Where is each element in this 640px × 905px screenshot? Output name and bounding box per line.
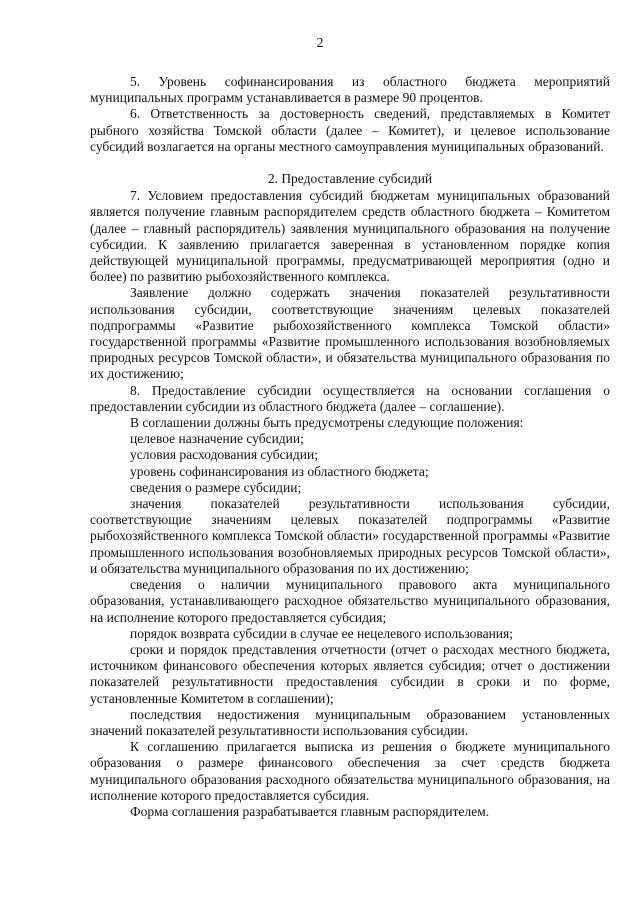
paragraph-application-content: Заявление должно содержать значения показателей результативности использования субсидии, соответствующие значениям целевых показателей подпрограммы «Развитие рыбохозяйственного комплекса Томской области» государственной программы «Развитие промышленного использования возобновляемых природных ресурсов Томской области», и обязательства муниципального образования по их достижению; [90, 285, 610, 382]
list-item-legal-act: сведения о наличии муниципального правового акта муниципального образования, устанавливающего расходное обязательство муниципального образования, на исполнение которого предоставляется субсидия; [90, 577, 610, 625]
list-item-purpose: целевое назначение субсидии; [130, 431, 304, 447]
list-item-cofinancing-level: уровень софинансирования из областного бюджета; [130, 463, 429, 479]
page-number: 2 [316, 35, 324, 50]
list-item-reporting: сроки и порядок представления отчетности (отчет о расходах местного бюджета, источником финансового обеспечения которых является субсидия; отчет о достижении показателей результативности предоставления субсидии в сроки и по форме, установленные Комитетом в соглашении); [90, 641, 610, 706]
list-item-consequences: последствия недостижения муниципальным образованием установленных значений показателей результативности использования субсидии. [90, 706, 610, 738]
paragraph-7-conditions: 7. Условием предоставления субсидий бюджетам муниципальных образований является получение главным распорядителем средств областного бюджета – Комитетом (далее – главный распорядитель) заявления муниципального образования на получение субсидии. К заявлению прилагается заверенная в установленном порядке копия действующей муниципальной программы, предусматривающей мероприятия (одно и более) по развитию рыбохозяйственного комплекса. [90, 188, 610, 285]
paragraph-agreement-provisions-intro: В соглашении должны быть предусмотрены следующие положения: [130, 415, 524, 431]
list-item-subsidy-amount: сведения о размере субсидии; [130, 479, 302, 495]
list-item-spending-conditions: условия расходования субсидии; [130, 447, 318, 463]
document-body [90, 74, 610, 820]
paragraph-8-agreement: 8. Предоставление субсидии осуществляется на основании соглашения о предоставлении субсидии из областного бюджета (далее – соглашение). [90, 382, 610, 414]
paragraph-budget-extract: К соглашению прилагается выписка из решения о бюджете муниципального образования о размере финансового обеспечения за счет средств бюджета муниципального образования расходного обязательства муниципального образования, на исполнение которого предоставляется субсидия. [90, 739, 610, 803]
section-heading-provision-of-subsidies: 2. Предоставление субсидий [267, 171, 433, 187]
list-item-return-procedure: порядок возврата субсидии в случае ее нецелевого использования; [130, 625, 513, 641]
list-item-performance-indicators: значения показателей результативности использования субсидии, соответствующие значениям целевых показателей подпрограммы «Развитие рыбохозяйственного комплекса Томской области» государственной программы «Развитие промышленного использования возобновляемых природных ресурсов Томской области», и обязательства муниципального образования по их достижению; [90, 496, 610, 576]
paragraph-5-cofinancing-level: 5. Уровень софинансирования из областного бюджета мероприятий муниципальных программ устанавливается в размере 90 процентов. [90, 74, 610, 106]
paragraph-6-responsibility: 6. Ответственность за достоверность сведений, представляемых в Комитет рыбного хозяйства Томской области (далее – Комитет), и целевое использование субсидий возлагается на органы местного самоуправления муниципальных образований. [90, 106, 610, 154]
paragraph-agreement-form: Форма соглашения разрабатывается главным распорядителем. [130, 803, 490, 819]
